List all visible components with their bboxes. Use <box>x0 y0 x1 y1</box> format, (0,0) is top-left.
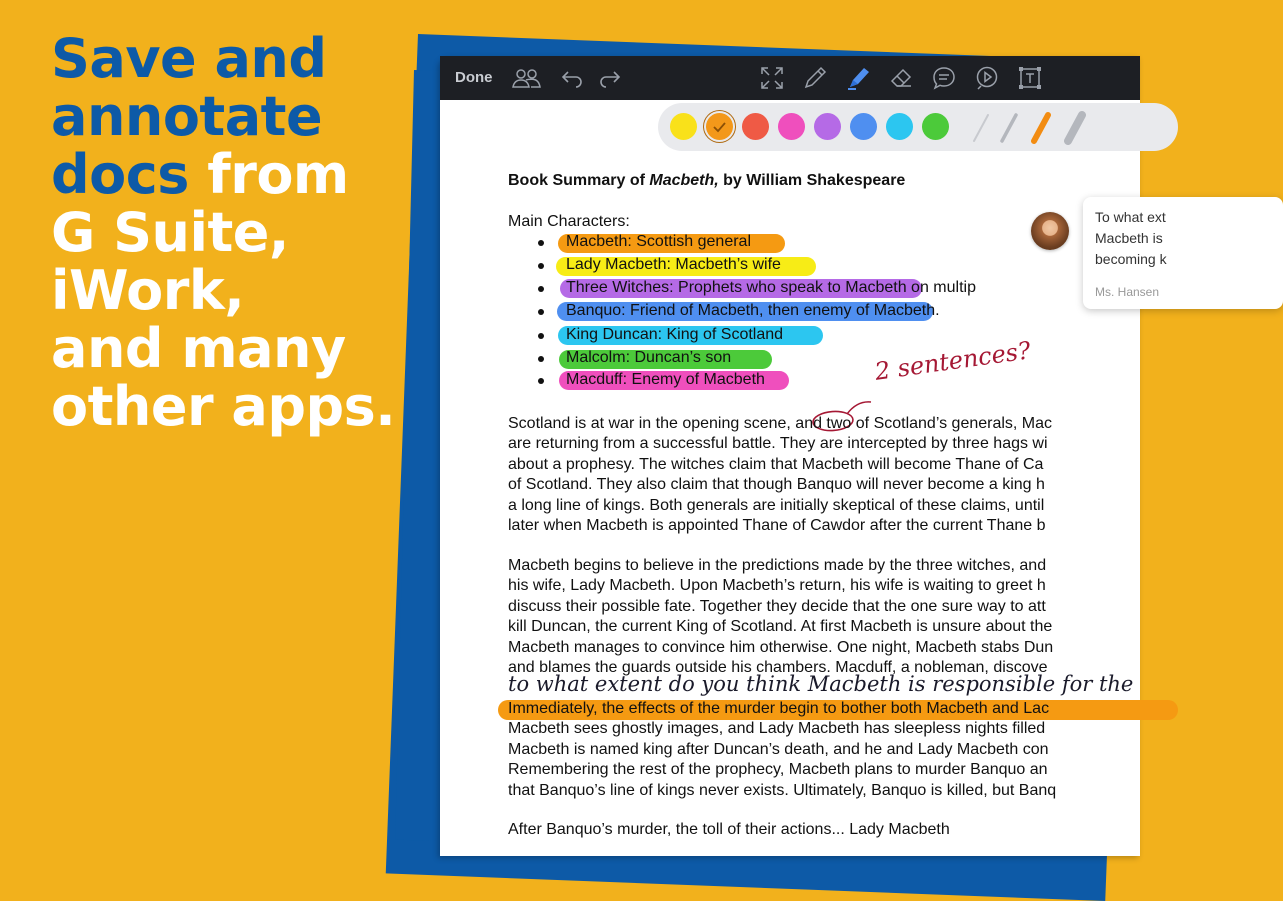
bullet <box>538 286 544 292</box>
highlighter-icon[interactable] <box>845 65 871 91</box>
color-swatch-purple[interactable] <box>814 113 841 140</box>
character-item: King Duncan: King of Scotland <box>566 326 784 343</box>
comment-card[interactable] <box>1083 197 1283 309</box>
color-swatch-red[interactable] <box>742 113 769 140</box>
characters-heading: Main Characters: <box>508 213 630 230</box>
bullet <box>538 378 544 384</box>
color-swatch-pink[interactable] <box>778 113 805 140</box>
margin-note: 2 sentences? <box>873 336 1033 386</box>
handwritten-question: to what extent do you think Macbeth is responsible for the <box>508 672 1134 696</box>
color-swatch-cyan[interactable] <box>886 113 913 140</box>
comment-author: Ms. Hansen <box>1095 285 1160 299</box>
character-item: Three Witches: Prophets who speak to Macbeth on multip <box>566 279 976 296</box>
color-swatch-blue[interactable] <box>850 113 877 140</box>
done-button[interactable]: Done <box>455 69 493 86</box>
document-title: Book Summary of Macbeth, by William Shakespeare <box>508 172 906 189</box>
app-screen <box>440 56 1167 856</box>
color-palette <box>658 103 1178 151</box>
bullet <box>538 240 544 246</box>
extra-thick-stroke-icon[interactable] <box>1060 111 1090 145</box>
thin-stroke-icon[interactable] <box>966 111 996 145</box>
paragraph: Immediately, the effects of the murder begin to bother both Macbeth and Lac Macbeth sees ghostly images, and Lady Macbeth has sleepless nights filled Macbeth is named king after Duncan’s death, and he and Lady Macbeth con Remembering the rest of the prophecy, Macbeth plans to murder Banquo an that Banquo’s line of kings never exists. Ultimately, Banquo is killed, but Banq <box>508 700 1057 799</box>
character-item: Macbeth: Scottish general <box>566 233 751 250</box>
undo-icon[interactable] <box>558 65 584 91</box>
redo-icon[interactable] <box>598 65 624 91</box>
checkmark-icon <box>706 113 733 140</box>
color-swatch-green[interactable] <box>922 113 949 140</box>
play-icon[interactable] <box>974 65 1000 91</box>
fullscreen-icon[interactable] <box>759 65 785 91</box>
color-swatch-orange[interactable] <box>706 113 733 140</box>
people-icon[interactable] <box>510 65 544 91</box>
headline <box>51 27 396 438</box>
bullet <box>538 309 544 315</box>
comment-text: To what ext Macbeth is becoming k <box>1095 209 1167 267</box>
character-item: Macduff: Enemy of Macbeth <box>566 371 765 388</box>
character-item: Lady Macbeth: Macbeth’s wife <box>566 256 781 273</box>
eraser-icon[interactable] <box>888 65 914 91</box>
headline-line: docs from <box>51 143 349 206</box>
headline-line: and many <box>51 317 346 380</box>
headline-line: annotate <box>51 85 323 148</box>
color-swatch-yellow[interactable] <box>670 113 697 140</box>
bullet <box>538 356 544 362</box>
bullet <box>538 333 544 339</box>
character-item: Banquo: Friend of Macbeth, then enemy of Macbeth. <box>566 302 940 319</box>
paragraph: Scotland is at war in the opening scene, and two of Scotland’s generals, Mac are returning from a successful battle. They are intercepted by three hags wi about a prophesy. The witches claim that Macbeth will become Thane of Ca of Scotland. They also claim that though Banquo will never become a king h a long line of kings. Both generals are initially skeptical of these claims, until later when Macbeth is appointed Thane of Cawdor after the current Thane b <box>508 415 1053 535</box>
paragraph: Macbeth begins to believe in the predictions made by the three witches, and his wife, Lady Macbeth. Upon Macbeth’s return, his wife is waiting to greet h discuss their possible fate. Together they decide that the one sure way to att kill Duncan, the current King of Scotland. At first Macbeth is unsure about the Macbeth manages to convince him otherwise. One night, Macbeth stabs Dun and blames the guards outside his chambers. Macduff, a nobleman, discove <box>508 557 1054 677</box>
bullet <box>538 263 544 269</box>
headline-line: Save and <box>51 27 327 90</box>
paragraph: After Banquo’s murder, the toll of their actions... Lady Macbeth <box>508 821 950 838</box>
toolbar <box>440 56 1140 100</box>
character-item: Malcolm: Duncan’s son <box>566 349 732 366</box>
avatar[interactable] <box>1031 212 1069 250</box>
pencil-icon[interactable] <box>802 65 828 91</box>
headline-line: iWork, <box>51 259 245 322</box>
comment-icon[interactable] <box>931 65 957 91</box>
medium-stroke-icon[interactable] <box>994 111 1024 145</box>
text-box-icon[interactable] <box>1017 65 1043 91</box>
headline-line: G Suite, <box>51 201 289 264</box>
headline-line: other apps. <box>51 375 396 438</box>
thick-stroke-icon[interactable] <box>1026 111 1056 145</box>
